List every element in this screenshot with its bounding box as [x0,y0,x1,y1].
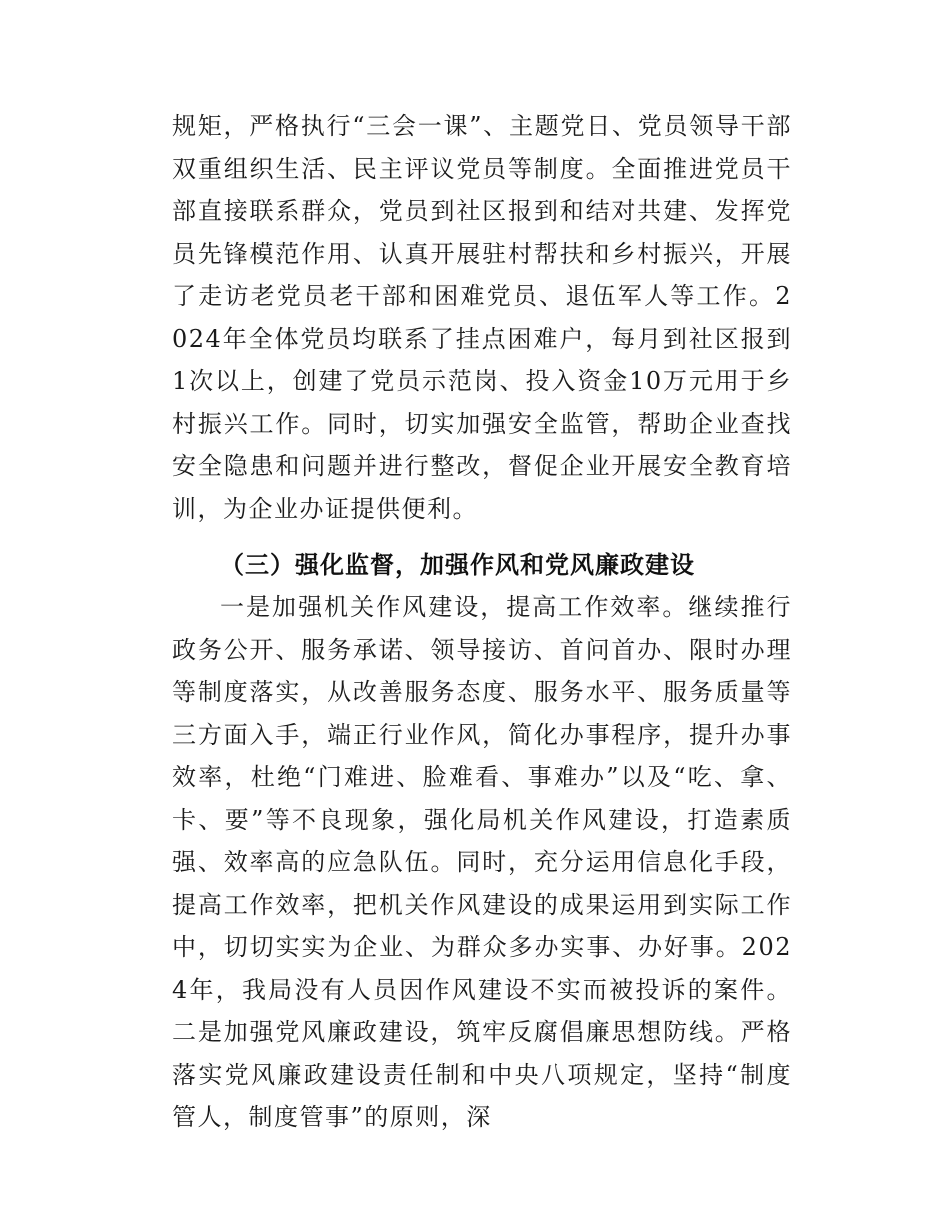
section-heading: （三）强化监督，加强作风和党风廉政建设 [220,551,695,579]
body-paragraph: 一是加强机关作风建设，提高工作效率。继续推行政务公开、服务承诺、领导接访、首问首办、限时办理等制度落实，从改善服务态度、服务水平、服务质量等三方面入手，端正行业作风，简化办事程序，提升办事效率，杜绝“门难进、脸难看、事难办”以及“吃、拿、卡、要”等不良现象，强化局机关作风建设，打造素质强、效率高的应急队伍。同时，充分运用信息化手段，提高工作效率，把机关作风建设的成果运用到实际工作中，切切实实为企业、为群众多办实事、办好事。2024年，我局没有人员因作风建设不实而被投诉的案件。二是加强党风廉政建设，筑牢反腐倡廉思想防线。严格落实党风廉政建设责任制和中央八项规定，坚持“制度管人，制度管事”的原则，深 [172,593,792,1131]
body-paragraph-continued: 规矩，严格执行“三会一课”、主题党日、党员领导干部双重组织生活、民主评议党员等制度。全面推进党员干部直接联系群众，党员到社区报到和结对共建、发挥党员先锋模范作用、认真开展驻村帮扶和乡村振兴，开展了走访老党员老干部和困难党员、退伍军人等工作。2024年全体党员均联系了挂点困难户，每月到社区报到1次以上，创建了党员示范岗、投入资金10万元用于乡村振兴工作。同时，切实加强安全监管，帮助企业查找安全隐患和问题并进行整改，督促企业开展安全教育培训，为企业办证提供便利。 [172,112,792,523]
